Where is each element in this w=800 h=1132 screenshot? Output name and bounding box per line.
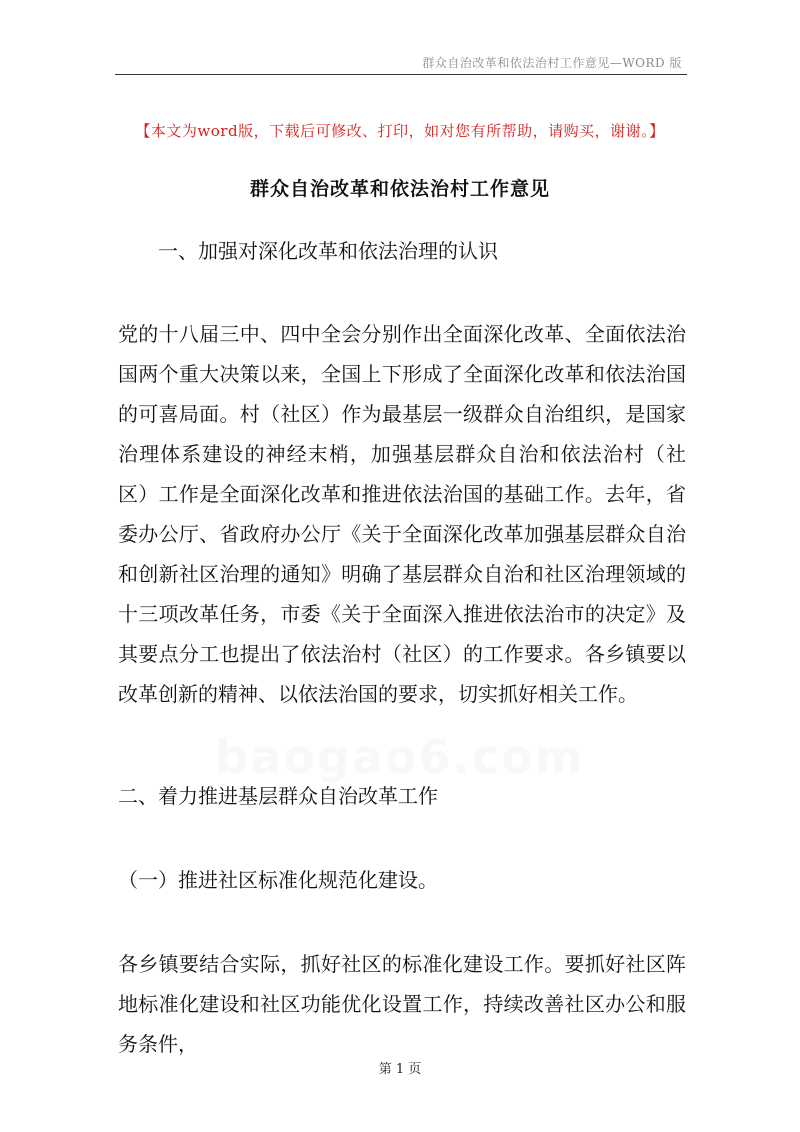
running-header: 群众自治改革和依法治村工作意见—WORD 版 bbox=[422, 56, 682, 70]
paragraph-2: 各乡镇要结合实际，抓好社区的标准化建设工作。要抓好社区阵地标准化建设和社区功能优化设置工作，持续改善社区办公和服务条件， bbox=[118, 952, 686, 1056]
subsection-heading-1: （一）推进社区标准化规范化建设。 bbox=[118, 868, 438, 892]
section-heading-2: 二、着力推进基层群众自治改革工作 bbox=[118, 784, 438, 808]
watermark: baogao6.com bbox=[215, 730, 585, 784]
header-divider bbox=[115, 74, 687, 75]
document-title: 群众自治改革和依法治村工作意见 bbox=[249, 178, 550, 200]
page-number: 第 1 页 bbox=[378, 1062, 422, 1077]
purchase-notice: 【本文为word版，下载后可修改、打印，如对您有所帮助，请购买，谢谢。】 bbox=[135, 122, 665, 140]
paragraph-1: 党的十八届三中、四中全会分别作出全面深化改革、全面依法治国两个重大决策以来，全国上下形成了全面深化改革和依法治国的可喜局面。村（社区）作为最基层一级群众自治组织，是国家治理体系建设的神经末梢，加强基层群众自治和依法治村（社区）工作是全面深化改革和推进依法治国的基础工作。去年，省委办公厅、省政府办公厅《关于全面深化改革加强基层群众自治和创新社区治理的通知》明确了基层群众自治和社区治理领域的十三项改革任务，市委《关于全面深入推进依法治市的决定》及其要点分工也提出了依法治村（社区）的工作要求。各乡镇要以改革创新的精神、以依法治国的要求，切实抓好相关工作。 bbox=[118, 322, 686, 706]
section-heading-1: 一、加强对深化改革和依法治理的认识 bbox=[158, 239, 498, 263]
